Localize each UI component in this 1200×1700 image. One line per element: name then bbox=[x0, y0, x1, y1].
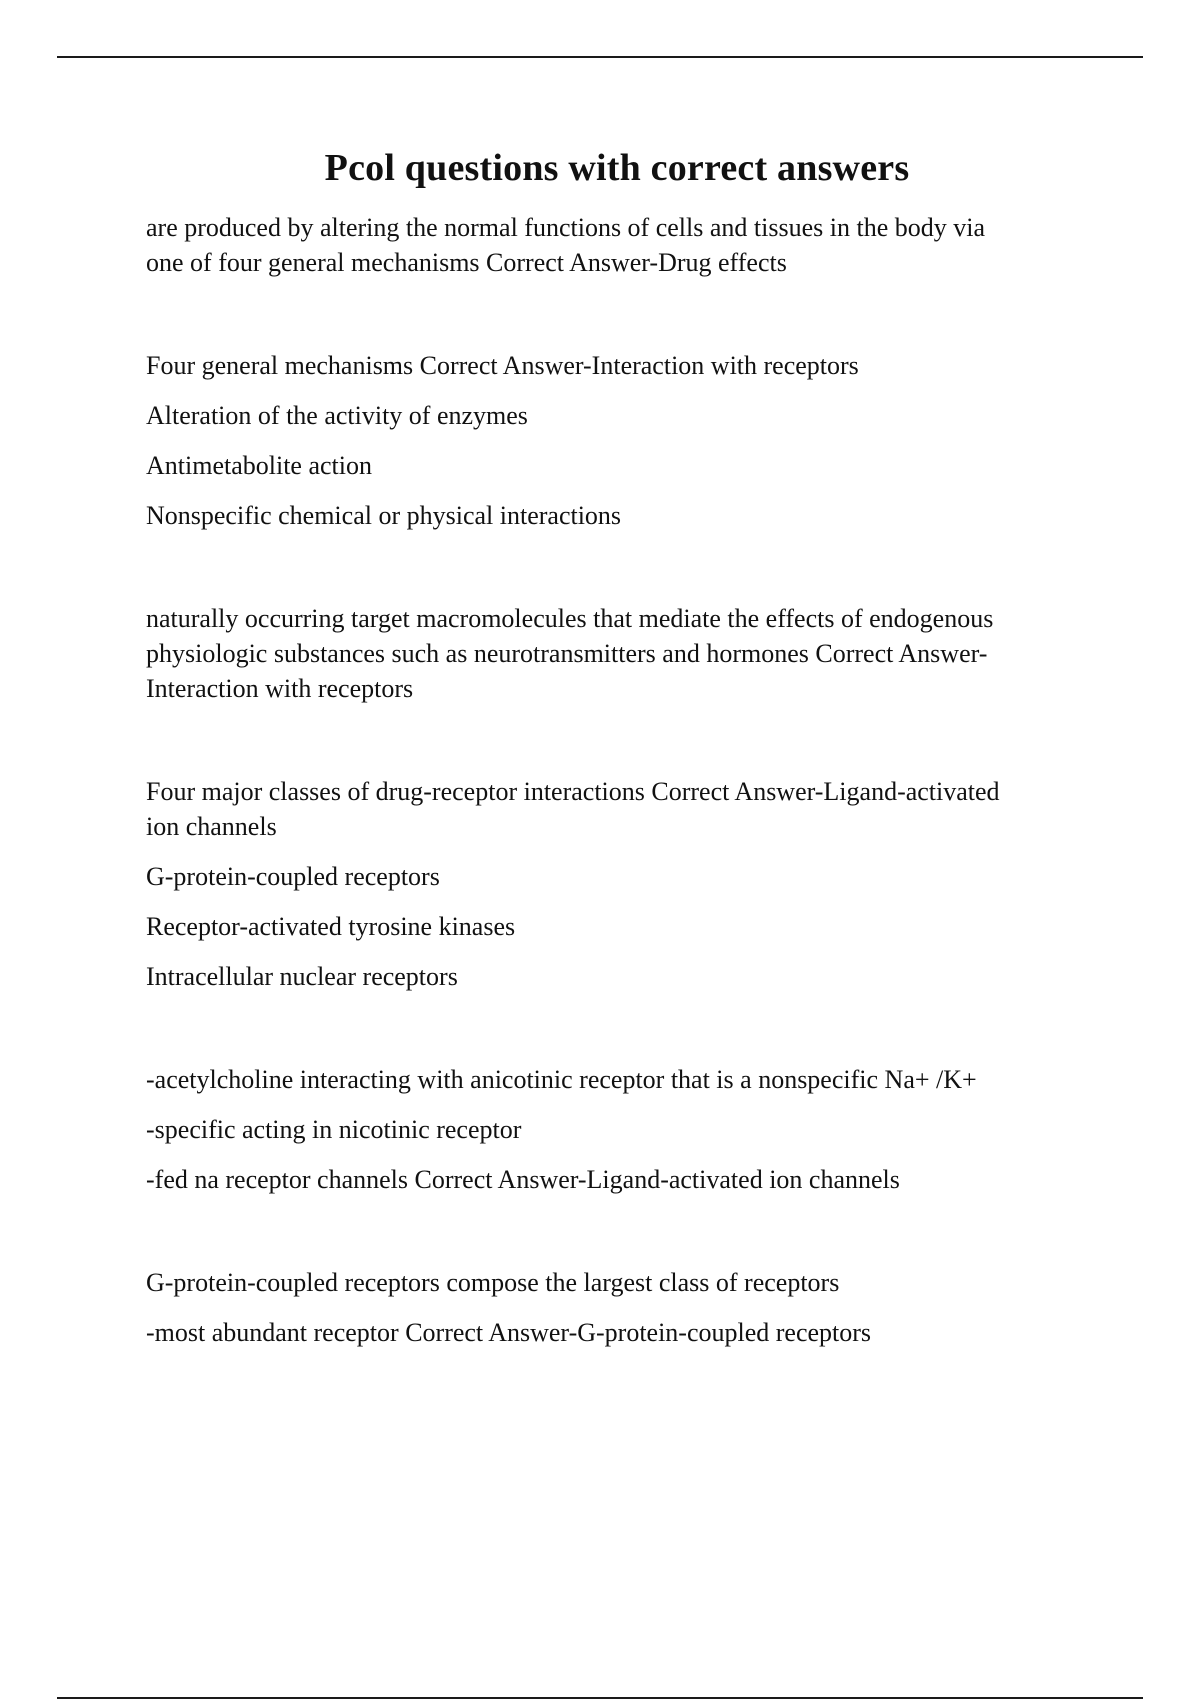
paragraph bbox=[146, 1315, 1086, 1350]
block-spacer bbox=[146, 1197, 1086, 1265]
paragraph bbox=[146, 398, 1086, 433]
paragraph bbox=[146, 1062, 1086, 1097]
text-line: Four major classes of drug-receptor interactions Correct Answer-Ligand-activated bbox=[146, 777, 1000, 806]
text-line: Alteration of the activity of enzymes bbox=[146, 401, 528, 430]
text-line: Interaction with receptors bbox=[146, 674, 414, 703]
block-spacer bbox=[146, 533, 1086, 601]
text-line: naturally occurring target macromolecules that mediate the effects of endogenous bbox=[146, 604, 994, 633]
top-divider bbox=[57, 56, 1143, 58]
text-line: G-protein-coupled receptors compose the largest class of receptors bbox=[146, 1268, 840, 1297]
qa-block bbox=[146, 210, 1086, 280]
paragraph bbox=[146, 859, 1086, 894]
paragraph bbox=[146, 448, 1086, 483]
text-line: Receptor-activated tyrosine kinases bbox=[146, 912, 516, 941]
paragraph bbox=[146, 210, 1086, 280]
text-line: Nonspecific chemical or physical interactions bbox=[146, 501, 622, 530]
document-body bbox=[146, 210, 1086, 1350]
bottom-divider bbox=[57, 1697, 1143, 1699]
text-line: one of four general mechanisms Correct Answer-Drug effects bbox=[146, 248, 787, 277]
text-line: -fed na receptor channels Correct Answer-Ligand-activated ion channels bbox=[146, 1165, 900, 1194]
text-line: Antimetabolite action bbox=[146, 451, 372, 480]
block-spacer bbox=[146, 280, 1086, 348]
text-line: Four general mechanisms Correct Answer-Interaction with receptors bbox=[146, 351, 859, 380]
block-spacer bbox=[146, 706, 1086, 774]
paragraph bbox=[146, 909, 1086, 944]
paragraph bbox=[146, 1265, 1086, 1300]
block-spacer bbox=[146, 994, 1086, 1062]
qa-block bbox=[146, 348, 1086, 533]
paragraph bbox=[146, 959, 1086, 994]
text-line: physiologic substances such as neurotransmitters and hormones Correct Answer- bbox=[146, 639, 988, 668]
qa-block bbox=[146, 1265, 1086, 1350]
text-line: Intracellular nuclear receptors bbox=[146, 962, 458, 991]
text-line: -most abundant receptor Correct Answer-G-protein-coupled receptors bbox=[146, 1318, 872, 1347]
paragraph bbox=[146, 774, 1086, 844]
text-line: are produced by altering the normal functions of cells and tissues in the body via bbox=[146, 213, 985, 242]
text-line: -acetylcholine interacting with anicotinic receptor that is a nonspecific Na+ /K+ bbox=[146, 1065, 977, 1094]
text-line: -specific acting in nicotinic receptor bbox=[146, 1115, 522, 1144]
qa-block bbox=[146, 601, 1086, 706]
paragraph bbox=[146, 1112, 1086, 1147]
qa-block bbox=[146, 774, 1086, 994]
paragraph bbox=[146, 498, 1086, 533]
paragraph bbox=[146, 348, 1086, 383]
text-line: ion channels bbox=[146, 812, 277, 841]
text-line: G-protein-coupled receptors bbox=[146, 862, 440, 891]
qa-block bbox=[146, 1062, 1086, 1197]
paragraph bbox=[146, 601, 1086, 706]
page-title: Pcol questions with correct answers bbox=[324, 147, 910, 189]
paragraph bbox=[146, 1162, 1086, 1197]
